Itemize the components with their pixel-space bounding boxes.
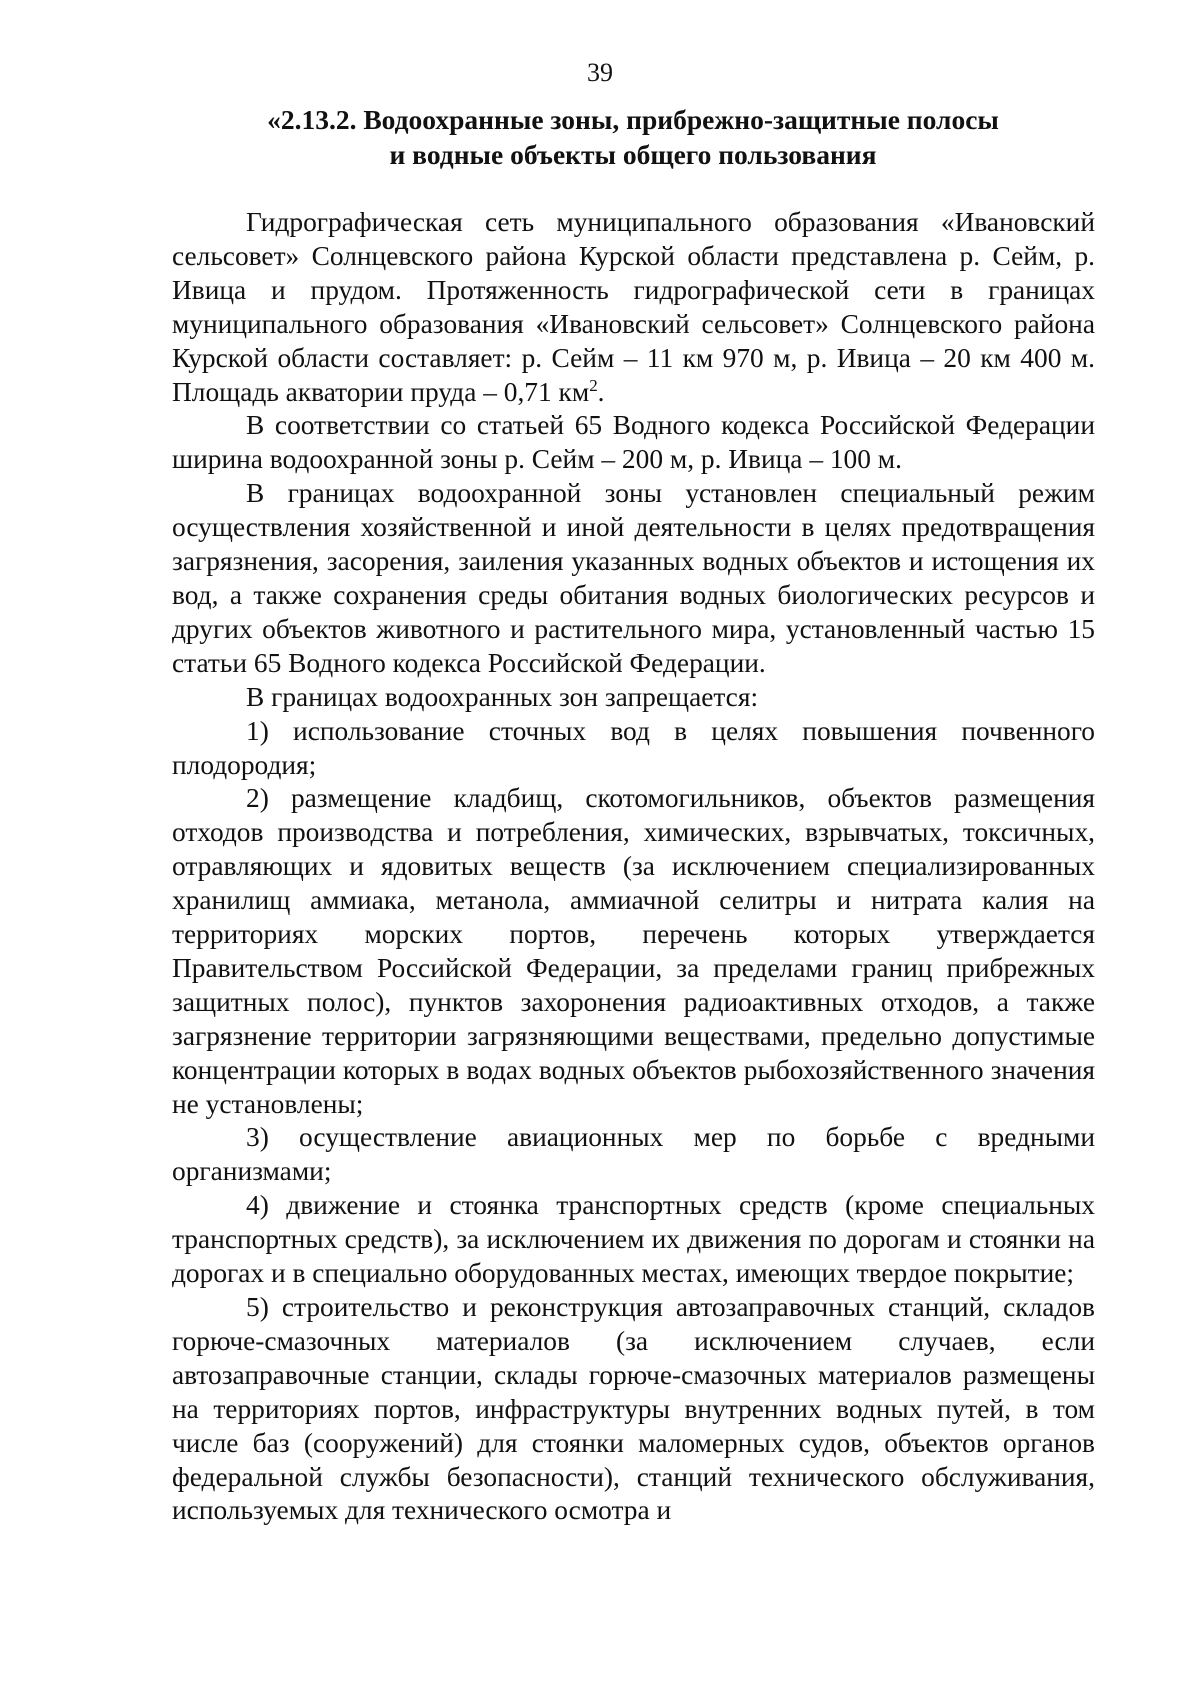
superscript: 2	[589, 375, 598, 395]
list-item-5: 5) строительство и реконструкция автозаправочных станций, складов горюче-смазочных материалов (за исключением случаев, если автозаправочные станции, склады горюче-смазочных материалов размещены на территориях портов, инфраструктуры внутренних водных путей, в том числе баз (сооружений) для стоянки маломерных судов, объектов органов федеральной службы безопасности), станций технического обслуживания, используемых для технического осмотра и	[172, 1292, 1095, 1526]
list-item-4: 4) движение и стоянка транспортных средств (кроме специальных транспортных средств), за исключением их движения по дорогам и стоянки на дорогах и в специально оборудованных местах, имеющих твердое покрытие;	[172, 1190, 1095, 1289]
section-heading	[160, 102, 1106, 172]
paragraph-water-protection-width: В соответствии со статьей 65 Водного кодекса Российской Федерации ширина водоохранной зоны р. Сейм – 200 м, р. Ивица – 100 м.	[172, 410, 1095, 475]
paragraph-special-regime: В границах водоохранной зоны установлен специальный режим осуществления хозяйственной и иной деятельности в целях предотвращения загрязнения, засорения, заиления указанных водных объектов и истощения их вод, а также сохранения среды обитания водных биологических ресурсов и других объектов животного и растительного мира, установленный частью 15 статьи 65 Водного кодекса Российской Федерации.	[172, 478, 1095, 678]
page-number: 39	[587, 58, 613, 87]
paragraph-end: .	[597, 376, 605, 407]
paragraph-hydrographic-network	[172, 206, 1095, 409]
list-item-2: 2) размещение кладбищ, скотомогильников, объектов размещения отходов производства и потребления, химических, взрывчатых, токсичных, отравляющих и ядовитых веществ (за исключением специализированных хранилищ аммиака, метанола, аммиачной селитры и нитрата калия на территориях морских портов, перечень которых утверждается Правительством Российской Федерации, за пределами границ прибрежных защитных полос), пунктов захоронения радиоактивных отходов, а также загрязнение территории загрязняющими веществами, предельно допустимые концентрации которых в водах водных объектов рыбохозяйственного значения не установлены;	[172, 783, 1095, 1119]
list-item-1: 1) использование сточных вод в целях повышения почвенного плодородия;	[172, 715, 1095, 780]
document-body	[172, 206, 1095, 1528]
paragraph-text: Гидрографическая сеть муниципального образования «Ивановский сельсовет» Солнцевского района Курской области представлена р. Сейм, р. Ивица и прудом. Протяженность гидрографической сети в границах муниципального образования «Ивановский сельсовет» Солнцевского района Курской области составляет: р. Сейм – 11 км 970 м, р. Ивица – 20 км 400 м. Площадь акватории пруда – 0,71 км	[172, 207, 1095, 407]
paragraph-prohibited-intro: В границах водоохранных зон запрещается:	[246, 681, 759, 712]
section-heading-line-2: и водные объекты общего пользования	[389, 139, 877, 170]
list-item-3: 3) осуществление авиационных мер по борьбе с вредными организмами;	[172, 1122, 1095, 1187]
section-heading-line-1: «2.13.2. Водоохранные зоны, прибрежно-защитные полосы	[267, 104, 999, 135]
